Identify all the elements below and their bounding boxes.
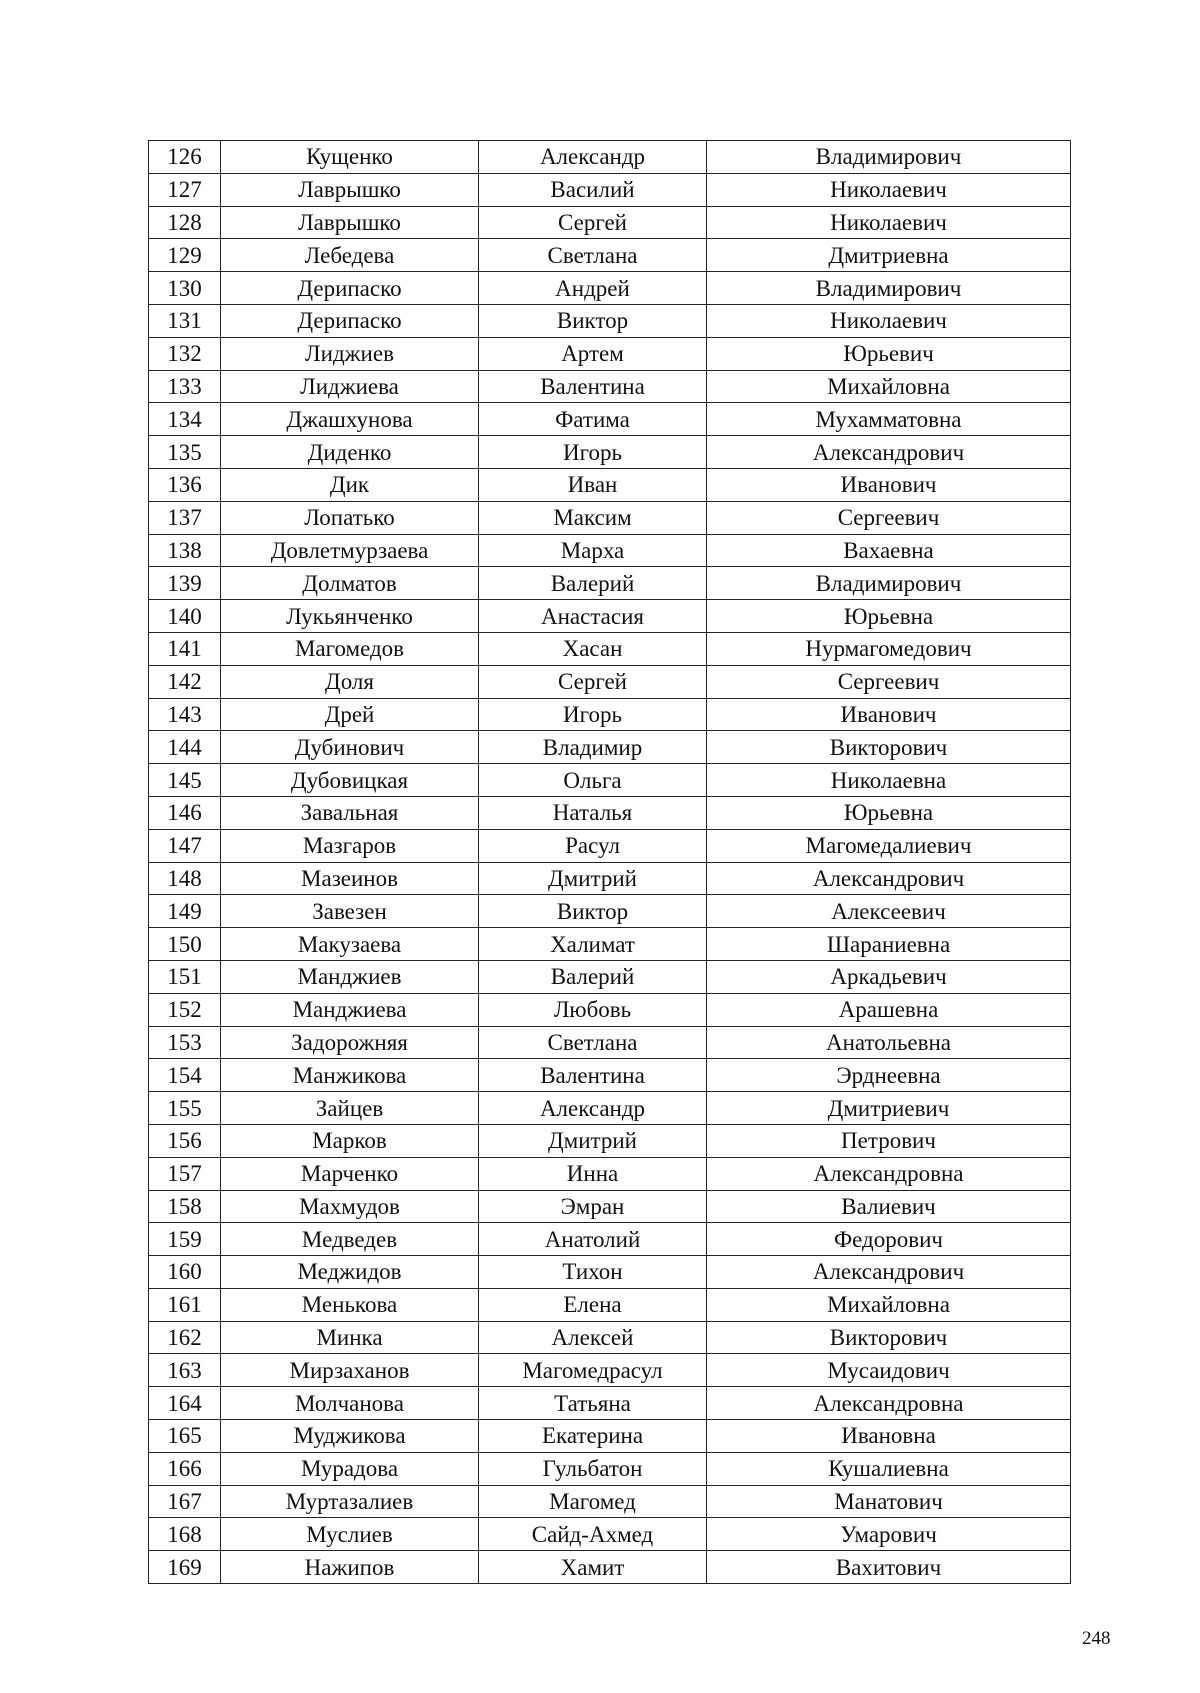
first-name-cell: Хасан xyxy=(479,632,707,665)
last-name-cell: Лиджиев xyxy=(221,337,479,370)
last-name-cell: Завальная xyxy=(221,796,479,829)
row-number-cell: 132 xyxy=(149,337,221,370)
row-number-cell: 136 xyxy=(149,468,221,501)
last-name-cell: Мазеинов xyxy=(221,862,479,895)
row-number-cell: 142 xyxy=(149,665,221,698)
table-row xyxy=(149,796,1071,829)
row-number-cell: 160 xyxy=(149,1256,221,1289)
row-number-cell: 168 xyxy=(149,1518,221,1551)
last-name-cell: Меджидов xyxy=(221,1256,479,1289)
table-row xyxy=(149,1256,1071,1289)
table-row xyxy=(149,862,1071,895)
last-name-cell: Муслиев xyxy=(221,1518,479,1551)
last-name-cell: Мурадова xyxy=(221,1452,479,1485)
table-row xyxy=(149,1321,1071,1354)
row-number-cell: 158 xyxy=(149,1190,221,1223)
first-name-cell: Дмитрий xyxy=(479,862,707,895)
table-row xyxy=(149,1485,1071,1518)
row-number-cell: 161 xyxy=(149,1288,221,1321)
patronymic-cell: Михайловна xyxy=(707,1288,1071,1321)
row-number-cell: 128 xyxy=(149,206,221,239)
first-name-cell: Артем xyxy=(479,337,707,370)
row-number-cell: 131 xyxy=(149,304,221,337)
table-row xyxy=(149,1354,1071,1387)
last-name-cell: Лаврышко xyxy=(221,173,479,206)
patronymic-cell: Умарович xyxy=(707,1518,1071,1551)
row-number-cell: 145 xyxy=(149,764,221,797)
row-number-cell: 139 xyxy=(149,567,221,600)
first-name-cell: Светлана xyxy=(479,239,707,272)
patronymic-cell: Вахаевна xyxy=(707,534,1071,567)
patronymic-cell: Мухамматовна xyxy=(707,403,1071,436)
first-name-cell: Василий xyxy=(479,173,707,206)
table-row xyxy=(149,534,1071,567)
page-number: 248 xyxy=(1082,1628,1111,1649)
first-name-cell: Дмитрий xyxy=(479,1124,707,1157)
patronymic-cell: Александрович xyxy=(707,436,1071,469)
last-name-cell: Мазгаров xyxy=(221,829,479,862)
patronymic-cell: Анатольевна xyxy=(707,1026,1071,1059)
table-row xyxy=(149,764,1071,797)
patronymic-cell: Сергеевич xyxy=(707,501,1071,534)
patronymic-cell: Арашевна xyxy=(707,993,1071,1026)
patronymic-cell: Александрович xyxy=(707,862,1071,895)
table-row xyxy=(149,1157,1071,1190)
last-name-cell: Лаврышко xyxy=(221,206,479,239)
first-name-cell: Инна xyxy=(479,1157,707,1190)
patronymic-cell: Юрьевна xyxy=(707,796,1071,829)
row-number-cell: 154 xyxy=(149,1059,221,1092)
first-name-cell: Анатолий xyxy=(479,1223,707,1256)
last-name-cell: Лопатько xyxy=(221,501,479,534)
table-row xyxy=(149,993,1071,1026)
row-number-cell: 135 xyxy=(149,436,221,469)
first-name-cell: Валентина xyxy=(479,370,707,403)
patronymic-cell: Федорович xyxy=(707,1223,1071,1256)
table-row xyxy=(149,1518,1071,1551)
roster-body xyxy=(149,141,1071,1584)
patronymic-cell: Викторович xyxy=(707,731,1071,764)
table-row xyxy=(149,173,1071,206)
patronymic-cell: Александрович xyxy=(707,1256,1071,1289)
table-row xyxy=(149,206,1071,239)
patronymic-cell: Юрьевна xyxy=(707,600,1071,633)
patronymic-cell: Мусаидович xyxy=(707,1354,1071,1387)
patronymic-cell: Александровна xyxy=(707,1387,1071,1420)
patronymic-cell: Нурмагомедович xyxy=(707,632,1071,665)
last-name-cell: Лебедева xyxy=(221,239,479,272)
row-number-cell: 162 xyxy=(149,1321,221,1354)
last-name-cell: Молчанова xyxy=(221,1387,479,1420)
last-name-cell: Задорожняя xyxy=(221,1026,479,1059)
last-name-cell: Муджикова xyxy=(221,1420,479,1453)
first-name-cell: Виктор xyxy=(479,895,707,928)
patronymic-cell: Кушалиевна xyxy=(707,1452,1071,1485)
last-name-cell: Лукьянченко xyxy=(221,600,479,633)
patronymic-cell: Сергеевич xyxy=(707,665,1071,698)
patronymic-cell: Манатович xyxy=(707,1485,1071,1518)
first-name-cell: Тихон xyxy=(479,1256,707,1289)
last-name-cell: Манджиева xyxy=(221,993,479,1026)
last-name-cell: Зайцев xyxy=(221,1092,479,1125)
row-number-cell: 153 xyxy=(149,1026,221,1059)
patronymic-cell: Владимирович xyxy=(707,567,1071,600)
row-number-cell: 163 xyxy=(149,1354,221,1387)
last-name-cell: Дерипаско xyxy=(221,304,479,337)
table-row xyxy=(149,1059,1071,1092)
table-row xyxy=(149,895,1071,928)
table-row xyxy=(149,239,1071,272)
table-row xyxy=(149,272,1071,305)
first-name-cell: Виктор xyxy=(479,304,707,337)
table-row xyxy=(149,928,1071,961)
row-number-cell: 169 xyxy=(149,1551,221,1584)
row-number-cell: 130 xyxy=(149,272,221,305)
last-name-cell: Марков xyxy=(221,1124,479,1157)
patronymic-cell: Михайловна xyxy=(707,370,1071,403)
table-row xyxy=(149,665,1071,698)
last-name-cell: Минка xyxy=(221,1321,479,1354)
first-name-cell: Хамит xyxy=(479,1551,707,1584)
patronymic-cell: Эрднеевна xyxy=(707,1059,1071,1092)
table-row xyxy=(149,403,1071,436)
first-name-cell: Александр xyxy=(479,141,707,174)
first-name-cell: Валентина xyxy=(479,1059,707,1092)
last-name-cell: Завезен xyxy=(221,895,479,928)
patronymic-cell: Николаевна xyxy=(707,764,1071,797)
row-number-cell: 165 xyxy=(149,1420,221,1453)
table-row xyxy=(149,370,1071,403)
last-name-cell: Марченко xyxy=(221,1157,479,1190)
row-number-cell: 152 xyxy=(149,993,221,1026)
table-row xyxy=(149,1124,1071,1157)
first-name-cell: Алексей xyxy=(479,1321,707,1354)
patronymic-cell: Шараниевна xyxy=(707,928,1071,961)
row-number-cell: 138 xyxy=(149,534,221,567)
last-name-cell: Дрей xyxy=(221,698,479,731)
first-name-cell: Максим xyxy=(479,501,707,534)
last-name-cell: Кущенко xyxy=(221,141,479,174)
last-name-cell: Магомедов xyxy=(221,632,479,665)
first-name-cell: Фатима xyxy=(479,403,707,436)
patronymic-cell: Дмитриевич xyxy=(707,1092,1071,1125)
roster-table xyxy=(148,140,1071,1584)
first-name-cell: Магомедрасул xyxy=(479,1354,707,1387)
first-name-cell: Эмран xyxy=(479,1190,707,1223)
last-name-cell: Дерипаско xyxy=(221,272,479,305)
first-name-cell: Светлана xyxy=(479,1026,707,1059)
table-row xyxy=(149,436,1071,469)
first-name-cell: Сергей xyxy=(479,665,707,698)
first-name-cell: Елена xyxy=(479,1288,707,1321)
row-number-cell: 164 xyxy=(149,1387,221,1420)
first-name-cell: Валерий xyxy=(479,960,707,993)
last-name-cell: Манжикова xyxy=(221,1059,479,1092)
last-name-cell: Макузаева xyxy=(221,928,479,961)
row-number-cell: 144 xyxy=(149,731,221,764)
table-row xyxy=(149,1551,1071,1584)
last-name-cell: Доля xyxy=(221,665,479,698)
table-row xyxy=(149,141,1071,174)
row-number-cell: 148 xyxy=(149,862,221,895)
row-number-cell: 151 xyxy=(149,960,221,993)
first-name-cell: Иван xyxy=(479,468,707,501)
first-name-cell: Марха xyxy=(479,534,707,567)
last-name-cell: Манджиев xyxy=(221,960,479,993)
first-name-cell: Сайд-Ахмед xyxy=(479,1518,707,1551)
table-row xyxy=(149,337,1071,370)
row-number-cell: 159 xyxy=(149,1223,221,1256)
row-number-cell: 149 xyxy=(149,895,221,928)
patronymic-cell: Александровна xyxy=(707,1157,1071,1190)
patronymic-cell: Иванович xyxy=(707,698,1071,731)
first-name-cell: Наталья xyxy=(479,796,707,829)
first-name-cell: Анастасия xyxy=(479,600,707,633)
table-row xyxy=(149,304,1071,337)
row-number-cell: 141 xyxy=(149,632,221,665)
patronymic-cell: Валиевич xyxy=(707,1190,1071,1223)
first-name-cell: Расул xyxy=(479,829,707,862)
row-number-cell: 147 xyxy=(149,829,221,862)
first-name-cell: Ольга xyxy=(479,764,707,797)
table-row xyxy=(149,1223,1071,1256)
patronymic-cell: Николаевич xyxy=(707,206,1071,239)
patronymic-cell: Аркадьевич xyxy=(707,960,1071,993)
table-row xyxy=(149,731,1071,764)
row-number-cell: 155 xyxy=(149,1092,221,1125)
last-name-cell: Дубовицкая xyxy=(221,764,479,797)
table-row xyxy=(149,829,1071,862)
first-name-cell: Любовь xyxy=(479,993,707,1026)
table-row xyxy=(149,1026,1071,1059)
last-name-cell: Махмудов xyxy=(221,1190,479,1223)
first-name-cell: Владимир xyxy=(479,731,707,764)
row-number-cell: 126 xyxy=(149,141,221,174)
patronymic-cell: Дмитриевна xyxy=(707,239,1071,272)
patronymic-cell: Петрович xyxy=(707,1124,1071,1157)
patronymic-cell: Ивановна xyxy=(707,1420,1071,1453)
patronymic-cell: Владимирович xyxy=(707,141,1071,174)
last-name-cell: Менькова xyxy=(221,1288,479,1321)
table-row xyxy=(149,1092,1071,1125)
patronymic-cell: Магомедалиевич xyxy=(707,829,1071,862)
last-name-cell: Диденко xyxy=(221,436,479,469)
row-number-cell: 150 xyxy=(149,928,221,961)
first-name-cell: Валерий xyxy=(479,567,707,600)
first-name-cell: Татьяна xyxy=(479,1387,707,1420)
row-number-cell: 134 xyxy=(149,403,221,436)
last-name-cell: Дик xyxy=(221,468,479,501)
table-row xyxy=(149,960,1071,993)
patronymic-cell: Николаевич xyxy=(707,173,1071,206)
row-number-cell: 140 xyxy=(149,600,221,633)
first-name-cell: Александр xyxy=(479,1092,707,1125)
table-row xyxy=(149,600,1071,633)
table-row xyxy=(149,698,1071,731)
last-name-cell: Муртазалиев xyxy=(221,1485,479,1518)
table-row xyxy=(149,468,1071,501)
table-row xyxy=(149,1288,1071,1321)
row-number-cell: 133 xyxy=(149,370,221,403)
row-number-cell: 129 xyxy=(149,239,221,272)
patronymic-cell: Вахитович xyxy=(707,1551,1071,1584)
row-number-cell: 143 xyxy=(149,698,221,731)
last-name-cell: Дубинович xyxy=(221,731,479,764)
last-name-cell: Довлетмурзаева xyxy=(221,534,479,567)
row-number-cell: 157 xyxy=(149,1157,221,1190)
first-name-cell: Андрей xyxy=(479,272,707,305)
first-name-cell: Игорь xyxy=(479,436,707,469)
last-name-cell: Джашхунова xyxy=(221,403,479,436)
table-row xyxy=(149,501,1071,534)
table-row xyxy=(149,1190,1071,1223)
table-row xyxy=(149,567,1071,600)
last-name-cell: Медведев xyxy=(221,1223,479,1256)
patronymic-cell: Иванович xyxy=(707,468,1071,501)
patronymic-cell: Николаевич xyxy=(707,304,1071,337)
patronymic-cell: Владимирович xyxy=(707,272,1071,305)
table-row xyxy=(149,632,1071,665)
first-name-cell: Екатерина xyxy=(479,1420,707,1453)
first-name-cell: Сергей xyxy=(479,206,707,239)
last-name-cell: Лиджиева xyxy=(221,370,479,403)
row-number-cell: 166 xyxy=(149,1452,221,1485)
first-name-cell: Халимат xyxy=(479,928,707,961)
table-row xyxy=(149,1420,1071,1453)
first-name-cell: Гульбатон xyxy=(479,1452,707,1485)
last-name-cell: Долматов xyxy=(221,567,479,600)
row-number-cell: 137 xyxy=(149,501,221,534)
patronymic-cell: Юрьевич xyxy=(707,337,1071,370)
first-name-cell: Игорь xyxy=(479,698,707,731)
first-name-cell: Магомед xyxy=(479,1485,707,1518)
table-row xyxy=(149,1452,1071,1485)
row-number-cell: 146 xyxy=(149,796,221,829)
patronymic-cell: Алексеевич xyxy=(707,895,1071,928)
last-name-cell: Нажипов xyxy=(221,1551,479,1584)
row-number-cell: 167 xyxy=(149,1485,221,1518)
last-name-cell: Мирзаханов xyxy=(221,1354,479,1387)
patronymic-cell: Викторович xyxy=(707,1321,1071,1354)
table-row xyxy=(149,1387,1071,1420)
row-number-cell: 127 xyxy=(149,173,221,206)
row-number-cell: 156 xyxy=(149,1124,221,1157)
